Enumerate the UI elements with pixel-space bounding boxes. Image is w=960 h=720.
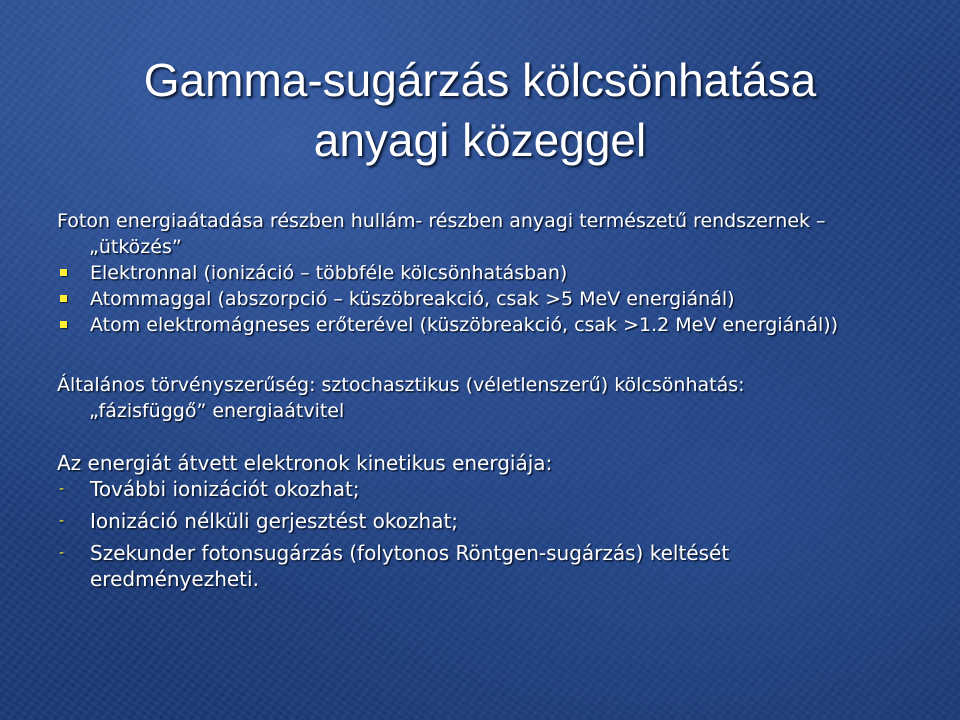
bullet-text: Elektronnal (ionizáció – többféle kölcsönhatásban) (90, 262, 568, 284)
dash-list-item (57, 540, 937, 592)
bullet-text: Atommaggal (abszorpció – küszöbreakció, csak >5 MeV energiánál) (90, 288, 735, 310)
dash-item-text-continued: eredményezheti. (90, 567, 259, 591)
intro-line-2: „ütközés” (89, 236, 182, 258)
bullet-item (57, 312, 937, 338)
dash-list-item (57, 476, 937, 502)
bullet-item (57, 260, 937, 286)
section-photon-interaction (57, 208, 937, 338)
section-electron-energy (57, 450, 937, 592)
intro-line-1: Foton energiaátadása részben hullám- részben anyagi természetű rendszernek – (57, 210, 826, 232)
section-general-law (57, 372, 937, 424)
square-bullet-icon (60, 269, 67, 276)
dash-list-item (57, 508, 937, 534)
slide-title-line-2: anyagi közeggel (313, 114, 647, 166)
dash-bullet-icon: - (59, 545, 65, 561)
dash-bullet-icon: - (59, 513, 65, 529)
dash-item-text: Szekunder fotonsugárzás (folytonos Röntgen-sugárzás) keltését (90, 541, 730, 565)
dash-item-text: Ionizáció nélküli gerjesztést okozhat; (90, 509, 459, 533)
square-bullet-icon (60, 321, 67, 328)
electron-energy-heading: Az energiát átvett elektronok kinetikus energiája: (57, 451, 553, 475)
general-law-line-2: „fázisfüggő” energiaátvitel (89, 400, 345, 422)
slide-title (40, 50, 920, 170)
bullet-item (57, 286, 937, 312)
bullet-text: Atom elektromágneses erőterével (küszöbreakció, csak >1.2 MeV energiánál)) (90, 314, 839, 336)
dash-item-text: További ionizációt okozhat; (90, 477, 360, 501)
dash-bullet-icon: - (59, 481, 65, 497)
square-bullet-icon (60, 295, 67, 302)
general-law-line-1: Általános törvényszerűség: sztochasztikus (véletlenszerű) kölcsönhatás: (57, 374, 745, 396)
slide-title-line-1: Gamma-sugárzás kölcsönhatása (143, 54, 817, 106)
